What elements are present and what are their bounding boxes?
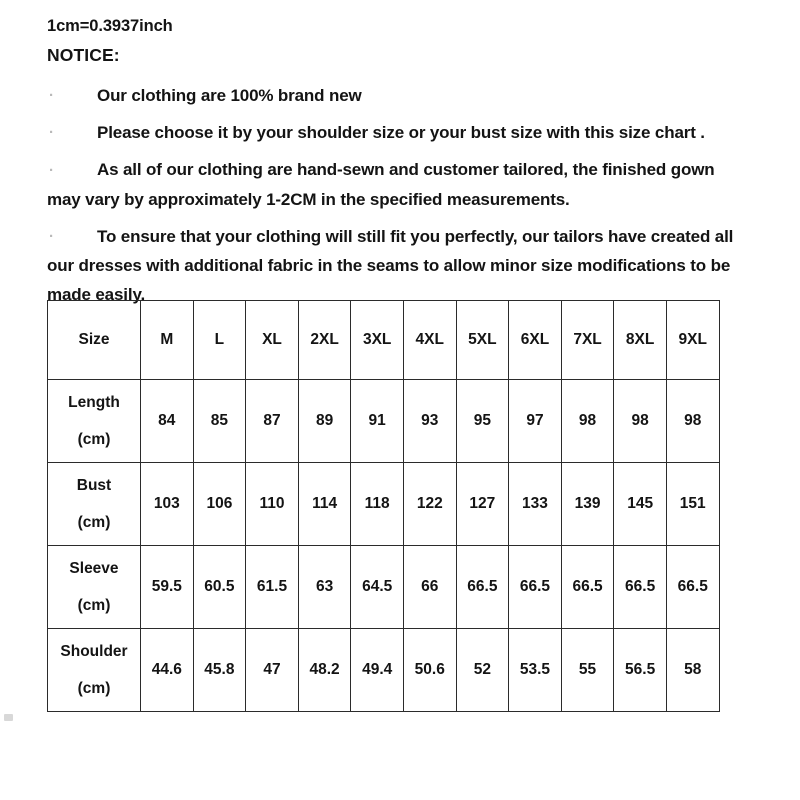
row-unit-text: (cm): [77, 514, 111, 531]
table-cell: 63: [298, 546, 351, 629]
table-cell: 91: [351, 380, 404, 463]
table-header-cell: L: [193, 301, 246, 380]
table-header-cell: 8XL: [614, 301, 667, 380]
notice-heading: NOTICE:: [47, 44, 120, 65]
table-cell: 98: [666, 380, 719, 463]
unit-conversion-note: 1cm=0.3937inch: [47, 17, 173, 35]
table-header-label: [48, 301, 141, 380]
row-unit-text: (cm): [77, 431, 111, 448]
table-cell: 47: [246, 629, 299, 712]
row-label-cell: [48, 463, 141, 546]
row-unit-text: (cm): [77, 597, 111, 614]
size-chart: [47, 300, 718, 712]
row-label-text: Bust: [76, 476, 112, 494]
row-label-text: Length: [68, 393, 120, 411]
notice-item-text: Please choose it by your shoulder size or your bust size with this size chart .: [97, 123, 705, 143]
table-header-cell: 5XL: [456, 301, 509, 380]
notice-item-text: To ensure that your clothing will still fit you perfectly, our tailors have created all our dresses with additional fabric in the seams to allow minor size modifications to be made easily.: [47, 226, 734, 305]
bullet-icon: ·: [49, 161, 54, 179]
table-row: [48, 380, 720, 463]
table-header-cell: 9XL: [666, 301, 719, 380]
table-cell: 56.5: [614, 629, 667, 712]
table-cell: 122: [403, 463, 456, 546]
table-header-cell: 2XL: [298, 301, 351, 380]
table-header-cell: M: [141, 301, 194, 380]
table-header-cell: 7XL: [561, 301, 614, 380]
table-header-cell: 4XL: [403, 301, 456, 380]
table-cell: 50.6: [403, 629, 456, 712]
table-cell: 48.2: [298, 629, 351, 712]
table-cell: 118: [351, 463, 404, 546]
table-cell: 89: [298, 380, 351, 463]
table-cell: 66.5: [509, 546, 562, 629]
notice-list: [47, 81, 737, 310]
table-cell: 127: [456, 463, 509, 546]
table-cell: 52: [456, 629, 509, 712]
table-cell: 114: [298, 463, 351, 546]
notice-item-text: Our clothing are 100% brand new: [97, 86, 362, 105]
table-header-cell: 3XL: [351, 301, 404, 380]
table-cell: 87: [246, 380, 299, 463]
notice-item-text: As all of our clothing are hand-sewn and customer tailored, the finished gown may vary by approximately 1-2CM in the specified measurements.: [47, 160, 715, 209]
table-cell: 98: [561, 380, 614, 463]
row-label-text: Sleeve: [69, 559, 119, 577]
header-label-text: Size: [78, 331, 110, 349]
table-cell: 93: [403, 380, 456, 463]
table-cell: 64.5: [351, 546, 404, 629]
table-cell: 84: [141, 380, 194, 463]
row-label-cell: [48, 546, 141, 629]
table-cell: 49.4: [351, 629, 404, 712]
table-cell: 98: [614, 380, 667, 463]
table-cell: 58: [666, 629, 719, 712]
table-cell: 145: [614, 463, 667, 546]
bullet-icon: ·: [49, 124, 54, 142]
table-row: [48, 629, 720, 712]
notice-item: [47, 81, 737, 110]
table-cell: 97: [509, 380, 562, 463]
row-label-cell: [48, 380, 141, 463]
table-cell: 66.5: [456, 546, 509, 629]
table-cell: 66.5: [561, 546, 614, 629]
table-cell: 66.5: [666, 546, 719, 629]
notice-item: [47, 118, 737, 147]
notice-block: [47, 18, 737, 318]
table-cell: 59.5: [141, 546, 194, 629]
table-header-row: [48, 301, 720, 380]
row-unit-text: (cm): [77, 680, 111, 697]
table-cell: 139: [561, 463, 614, 546]
row-label-cell: [48, 629, 141, 712]
table-cell: 133: [509, 463, 562, 546]
table-row: [48, 463, 720, 546]
table-header-cell: 6XL: [509, 301, 562, 380]
size-chart-table: [47, 300, 720, 712]
table-cell: 106: [193, 463, 246, 546]
notice-item: [47, 155, 737, 213]
table-row: [48, 546, 720, 629]
table-cell: 45.8: [193, 629, 246, 712]
table-cell: 66.5: [614, 546, 667, 629]
table-cell: 110: [246, 463, 299, 546]
table-cell: 53.5: [509, 629, 562, 712]
notice-item: [47, 222, 737, 310]
scan-artifact: [4, 714, 13, 721]
table-cell: 103: [141, 463, 194, 546]
row-label-text: Shoulder: [60, 642, 128, 660]
table-cell: 151: [666, 463, 719, 546]
bullet-icon: ·: [49, 228, 54, 246]
bullet-icon: ·: [49, 87, 54, 105]
table-cell: 61.5: [246, 546, 299, 629]
table-cell: 60.5: [193, 546, 246, 629]
table-header-cell: XL: [246, 301, 299, 380]
table-cell: 85: [193, 380, 246, 463]
table-cell: 95: [456, 380, 509, 463]
table-cell: 44.6: [141, 629, 194, 712]
table-cell: 66: [403, 546, 456, 629]
table-cell: 55: [561, 629, 614, 712]
